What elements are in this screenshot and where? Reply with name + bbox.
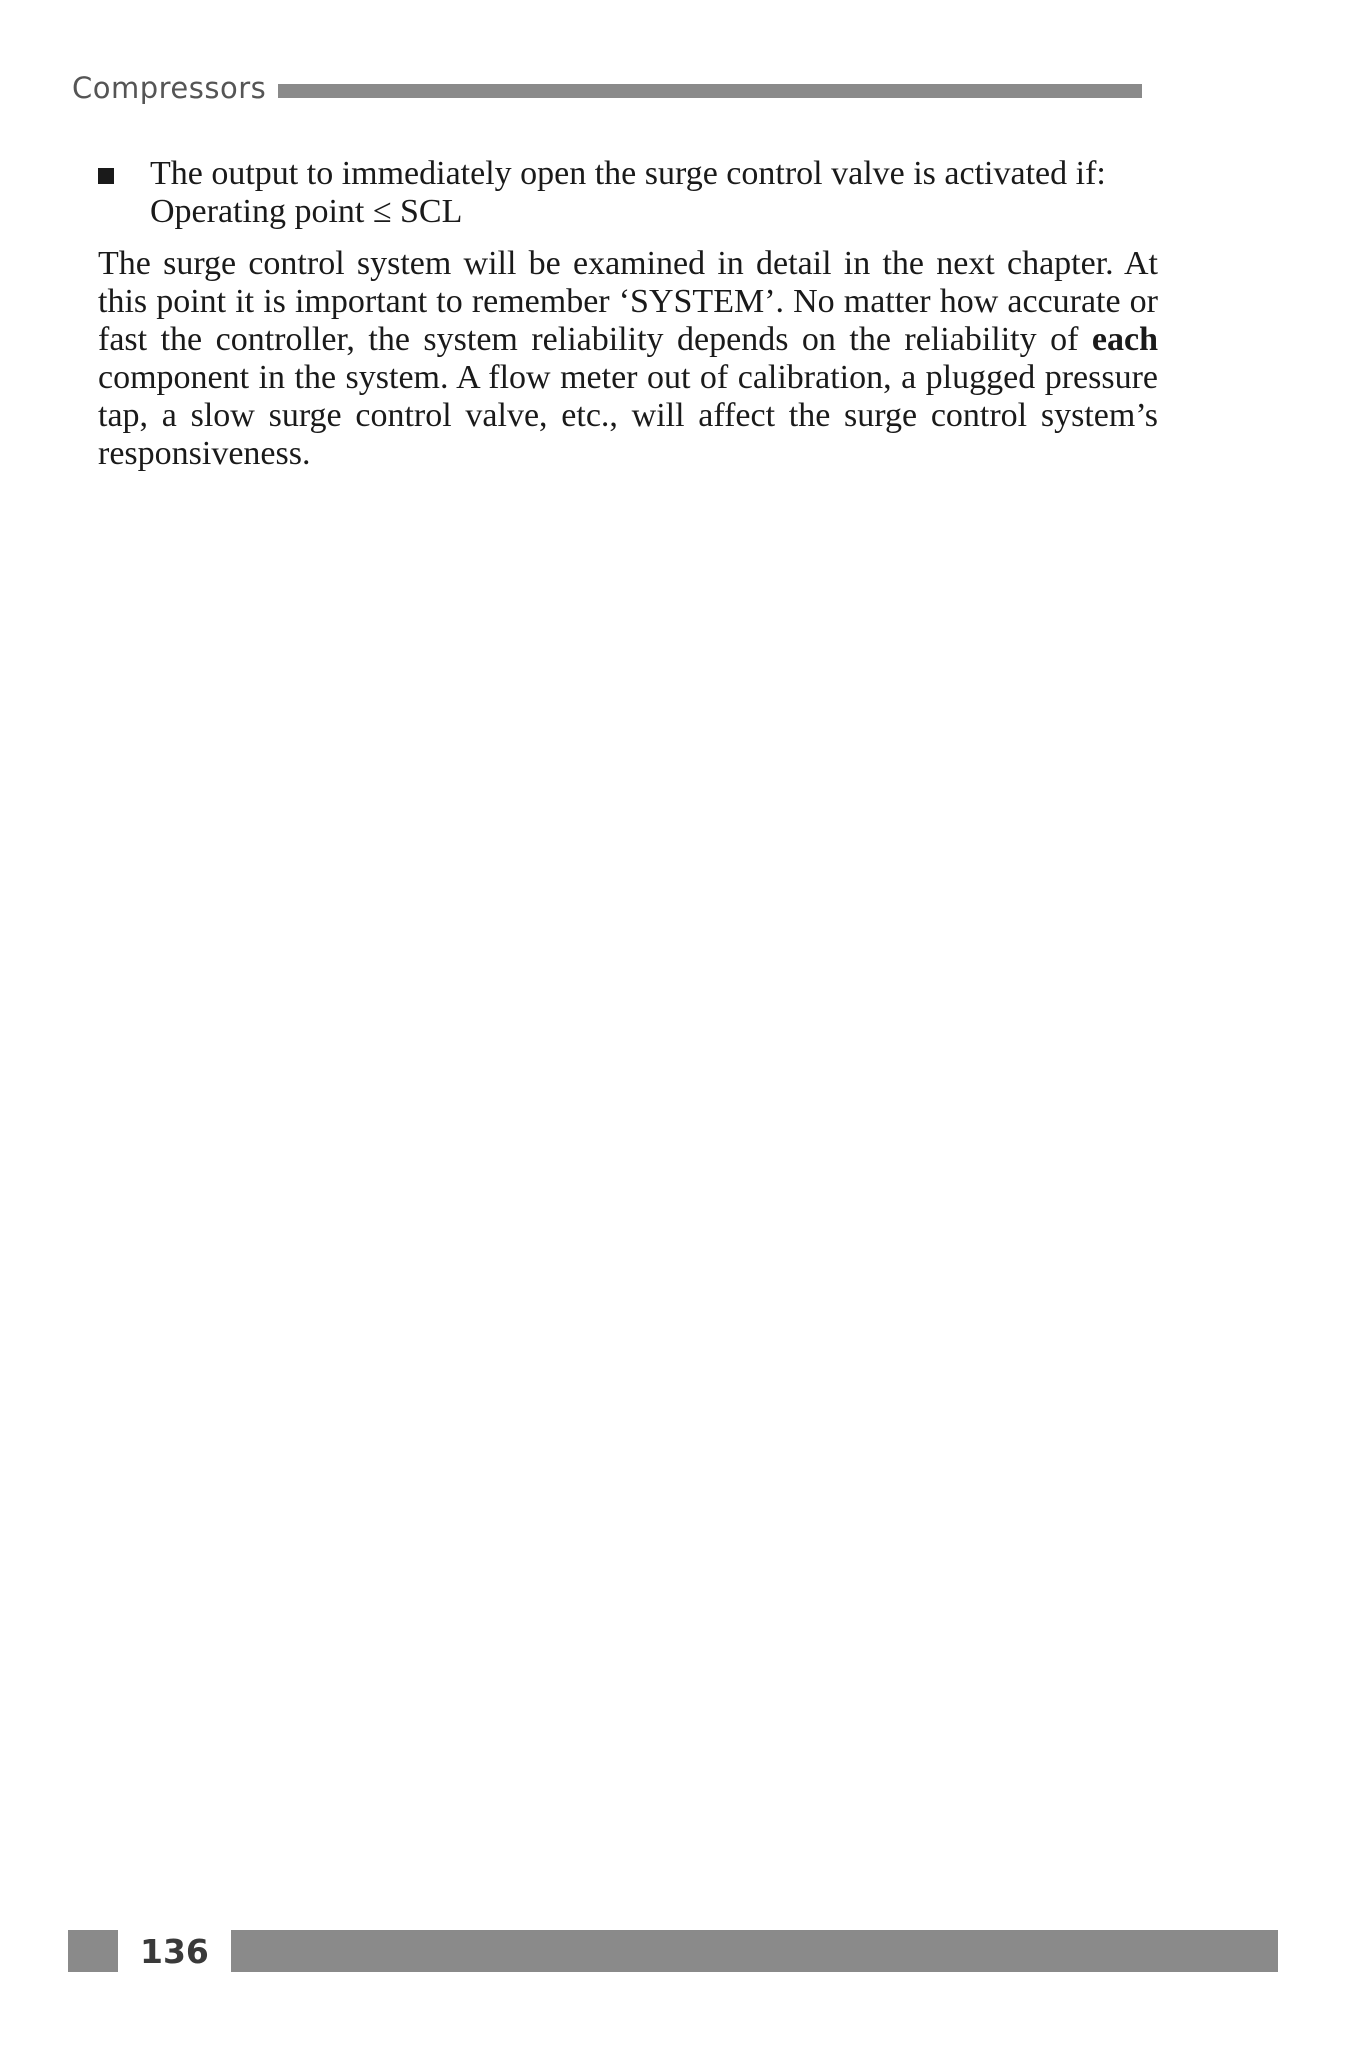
paragraph-text-end: component in the system. A flow meter out of calibration, a plugged pressure tap, a slow surge control valve, etc., will affect the surge control system’s responsiveness. (98, 359, 1158, 472)
page-footer (68, 1928, 1278, 1974)
bullet-text: The output to immediately open the surge control valve is activated if: Operating point ≤ SCL (150, 155, 1106, 230)
paragraph-bold-word: each (1091, 321, 1158, 358)
footer-block (68, 1930, 118, 1972)
body-paragraph (98, 245, 1158, 473)
square-bullet-icon (98, 155, 150, 193)
footer-rule (231, 1930, 1278, 1972)
page-body (98, 155, 1158, 507)
header-rule (278, 84, 1142, 98)
bullet-item (98, 155, 1158, 231)
running-header-title: Compressors (72, 71, 267, 105)
running-header (72, 68, 1142, 108)
paragraph-text-start: The surge control system will be examined in detail in the next chapter. At this point it is important to remember ‘SYSTEM’. No matter how accurate or fast the controller, the system reliability depends on the reliability of (98, 245, 1158, 358)
page-number: 136 (140, 1931, 209, 1971)
